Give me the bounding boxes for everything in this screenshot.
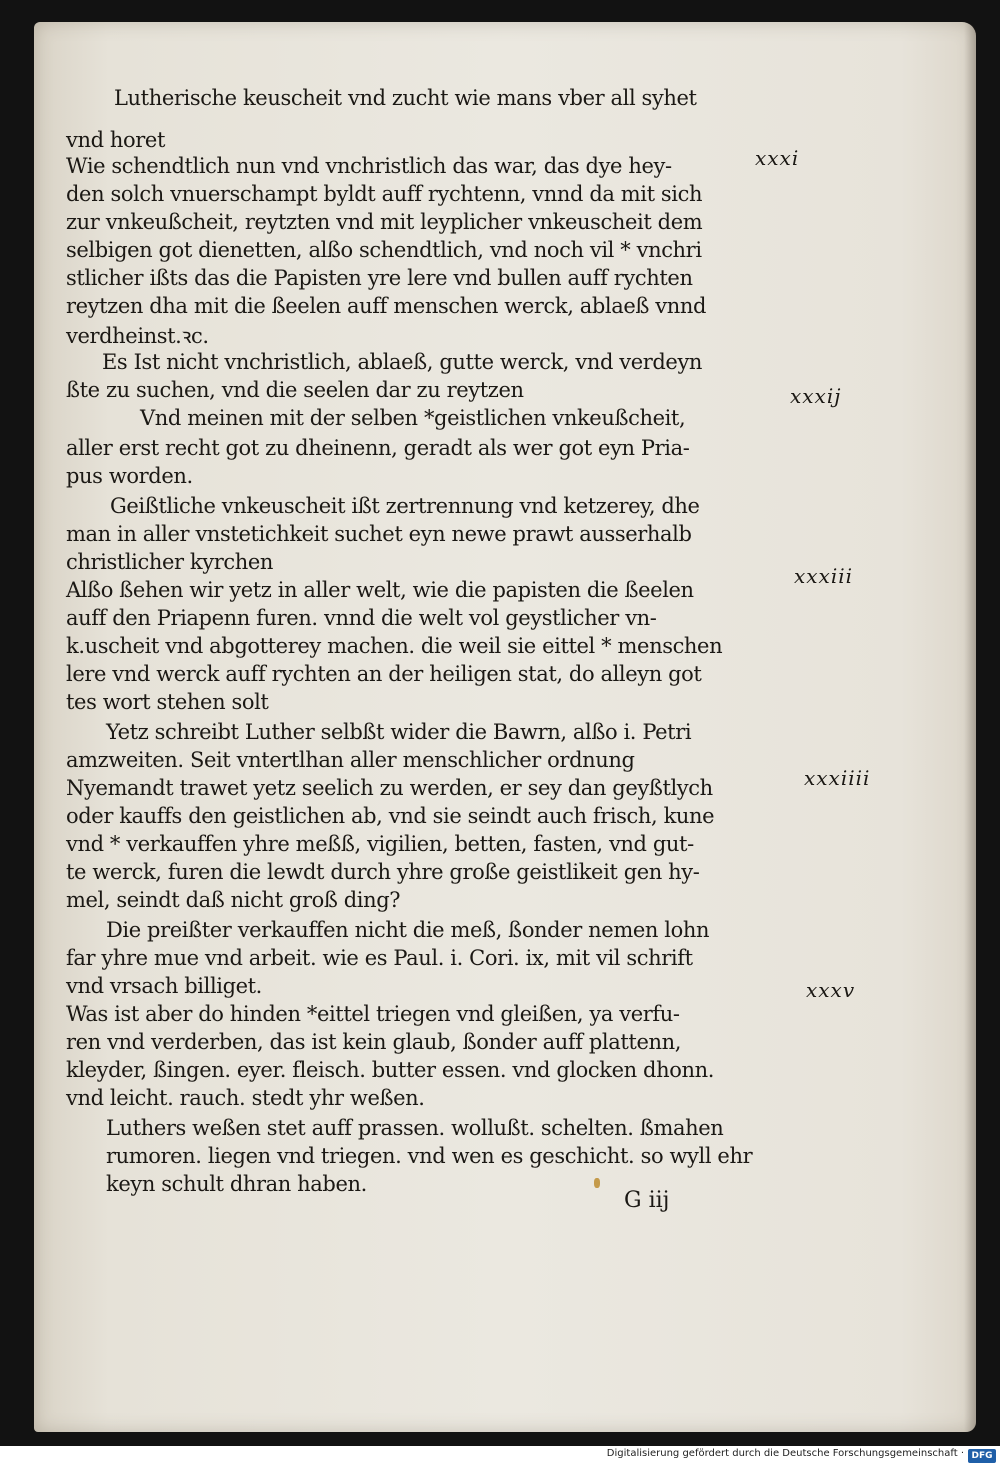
text-line: rumoren. liegen vnd triegen. vnd wen es geschicht. so wyll ehr [106, 1144, 753, 1168]
heading-line-2: vnd horet [66, 128, 165, 152]
marginal-note: xxxi [755, 146, 800, 170]
text-line: Alßo ßehen wir yetz in aller welt, wie die papisten die ßeelen [66, 578, 694, 602]
text-line: Yetz schreibt Luther selbßt wider die Bawrn, alßo i. Petri [106, 720, 692, 744]
text-line: verdheinst.ꝛc. [66, 324, 209, 348]
text-line: Luthers weßen stet auff prassen. wollußt. schelten. ßmahen [106, 1116, 724, 1140]
text-line: vnd leicht. rauch. stedt yhr weßen. [66, 1086, 425, 1110]
text-line: k.uscheit vnd abgotterey machen. die weil sie eittel * menschen [66, 634, 723, 658]
text-line: aller erst recht got zu dheinenn, geradt als wer got eyn Pria‑ [66, 436, 690, 460]
paper-stain [594, 1178, 600, 1188]
text-line: stlicher ißts das die Papisten yre lere vnd bullen auff rychten [66, 266, 693, 290]
signature-mark: G iij [624, 1188, 670, 1213]
text-line: lere vnd werck auff rychten an der heiligen stat, do alleyn got [66, 662, 702, 686]
text-line: mel, seindt daß nicht groß ding? [66, 888, 401, 912]
marginal-note: xxxiii [794, 564, 854, 588]
text-line: tes wort stehen solt [66, 690, 269, 714]
text-line: man in aller vnstetichkeit suchet eyn newe prawt ausserhalb [66, 522, 692, 546]
text-line: amzweiten. Seit vntertlhan aller menschlicher ordnung [66, 748, 635, 772]
text-line: ren vnd verderben, das ist kein glaub, ßonder auff plattenn, [66, 1030, 682, 1054]
text-line: vnd vrsach billiget. [66, 974, 262, 998]
text-line: christlicher kyrchen [66, 550, 273, 574]
text-line: Die preißter verkauffen nicht die meß, ßonder nemen lohn [106, 918, 710, 942]
text-line: Nyemandt trawet yetz seelich zu werden, er sey dan geyßtlych [66, 776, 713, 800]
text-line: auff den Priapenn furen. vnnd die welt vol geystlicher vn‑ [66, 606, 657, 630]
footer-credit: Digitalisierung gefördert durch die Deutsche Forschungsgemeinschaft · [606, 1448, 964, 1459]
text-line: pus worden. [66, 464, 193, 488]
page-edge [964, 22, 976, 1432]
text-line: den solch vnuerschampt byldt auff rychtenn, vnnd da mit sich [66, 182, 703, 206]
footer-bar [0, 1446, 1000, 1466]
text-line: oder kauffs den geistlichen ab, vnd sie seindt auch frisch, kune [66, 804, 715, 828]
text-line: reytzen dha mit die ßeelen auff menschen werck, ablaeß vnnd [66, 294, 707, 318]
marginal-note: xxxv [806, 978, 856, 1002]
text-line: Was ist aber do hinden *eittel triegen vnd gleißen, ya verfu‑ [66, 1002, 680, 1026]
text-line: kleyder, ßingen. eyer. fleisch. butter essen. vnd glocken dhonn. [66, 1058, 714, 1082]
text-line: Wie schendtlich nun vnd vnchristlich das war, das dye hey‑ [66, 154, 672, 178]
text-line: selbigen got dienetten, alßo schendtlich, vnd noch vil * vnchri [66, 238, 702, 262]
text-line: far yhre mue vnd arbeit. wie es Paul. i. Cori. ix, mit vil schrift [66, 946, 693, 970]
text-line: Geißtliche vnkeuscheit ißt zertrennung vnd ketzerey, dhe [110, 494, 700, 518]
text-line: ßte zu suchen, vnd die seelen dar zu reytzen [66, 378, 524, 402]
text-line: Es Ist nicht vnchristlich, ablaeß, gutte werck, vnd verdeyn [102, 350, 703, 374]
text-line: vnd * verkauffen yhre meßß, vigilien, betten, fasten, vnd gut‑ [66, 832, 694, 856]
text-line: keyn schult dhran haben. [106, 1172, 367, 1196]
text-line: Vnd meinen mit der selben *geistlichen vnkeußcheit, [140, 406, 686, 430]
dfg-logo-icon: DFG [968, 1449, 996, 1463]
marginal-note: xxxij [790, 384, 842, 408]
marginal-note: xxxiiii [804, 766, 871, 790]
text-line: te werck, furen die lewdt durch yhre große geistlikeit gen hy‑ [66, 860, 700, 884]
heading-line-1: Lutherische keuscheit vnd zucht wie mans vber all syhet [114, 86, 697, 110]
text-line: zur vnkeußcheit, reytzten vnd mit leyplicher vnkeuscheit dem [66, 210, 703, 234]
